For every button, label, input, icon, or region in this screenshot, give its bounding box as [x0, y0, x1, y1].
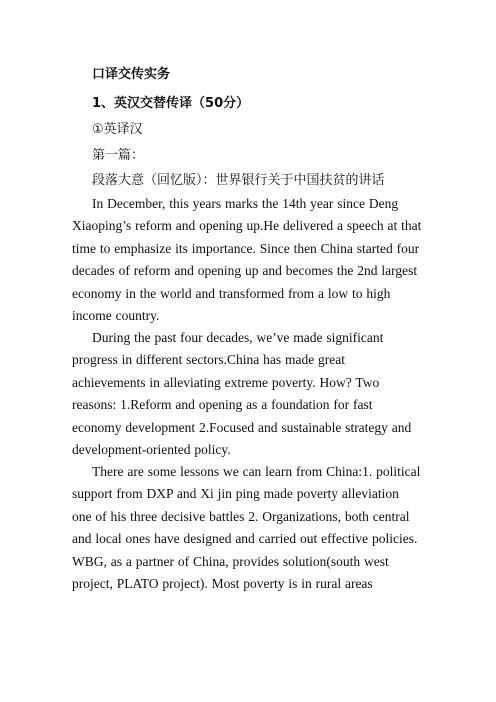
subsection-heading: ①英译汉 — [92, 122, 143, 137]
document-title: 口译交传实务 — [92, 67, 171, 82]
summary-line: 段落大意（回忆版）：世界银行关于中国扶贫的讲话 — [92, 173, 385, 188]
paragraph-2: During the past four decades, we’ve made significant progress in different sectors.China has made great achievements in alleviating extreme poverty. How? Two reasons: 1.Reform and opening as a foundation for fast economy development 2.Focused and sustainable strategy and development-oriented policy. — [72, 330, 412, 458]
paragraph-1: In December, this years marks the 14th year since Deng Xiaoping’s reform and opening up.He delivered a speech at that time to emphasize its importance. Since then China started four decades of reform and opening up and becomes the 2nd largest economy in the world and transformed from a low to high income country. — [72, 196, 422, 324]
section-heading: 1、英汉交替传译（50分） — [92, 96, 250, 111]
part-label: 第一篇： — [92, 148, 145, 163]
paragraph-3: There are some lessons we can learn from China:1. political support from DXP and Xi jin ping made poverty alleviation one of his three decisive battles 2. Organizations, both central and local ones have designed and carried out effective policies. WBG, as a partner of China, provides solution(south west project, PLATO project). Most poverty is in rural areas — [72, 464, 421, 592]
